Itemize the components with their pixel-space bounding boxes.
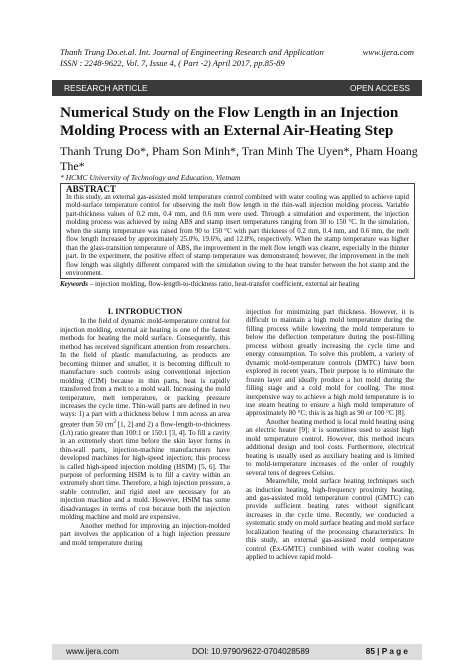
abstract-heading: ABSTRACT [66, 184, 117, 194]
intro-paragraph-2: Another method for improving an injection-molded part involves the application of a high injection pressure and mold temperature during [60, 521, 230, 547]
keywords-line [60, 280, 415, 288]
footer-doi[interactable]: DOI: 10.9790/9622-0704028589 [192, 647, 310, 656]
right-column [246, 308, 414, 562]
article-type-banner [52, 80, 422, 96]
right-paragraph-1: injection for minimizing part thickness. However, it is difficult to maintain a high mold temperature during the filling process while lowering the mold temperature to below the deflection temperature during the post-filling process without greatly increasing the cycle time and energy consumption. To solve this problem, a variety of dynamic mold-temperature controls (DMTC) have been explored in recent years. Their purpose is to eliminate the frozen layer and ideally produce a hot mold during the filling stage and a cold mold for cooling. The most inexpensive way to achieve a high mold temperature is to use steam heating to ensure a high mold temperature of approximately 80 °C; this is as high as 90 or 100 °C [8]. [246, 308, 414, 418]
right-paragraph-3: Meanwhile, mold surface heating techniques such as induction heating, high-frequency proximity heating, and gas-assisted mold temperature control (GMTC) can provide sufficient heating rates without significant increases in the cycle time. Recently, we conducted a systematic study on mold surface heating and mold surface localization heating of the processing characteristics. In this study, an external gas-assisted mold temperature control (Ex-GMTC) combined with water cooling was applied to achieve rapid mold- [246, 477, 414, 562]
affiliation: * HCMC University of Technology and Education, Vietnam [60, 173, 241, 182]
issn-line: ISSN : 2248-9622, Vol. 7, Issue 4, ( Part -2) April 2017, pp.85-89 [60, 58, 285, 68]
footer-website[interactable]: www.ijera.com [66, 647, 119, 656]
author-list: Thanh Trung Do*, Pham Son Minh*, Tran Minh The Uyen*, Pham Hoang The* [60, 144, 418, 173]
section-heading-introduction: I. INTRODUCTION [107, 307, 183, 316]
intro-text-part-a: In the field of dynamic mold-temperature control for injection molding, external air heating is one of the fastest methods for heating the mold surface. Consequently, this method has received significant attention from researchers. In the field of plastic manufacturing, as products are becoming thinner and smaller, it is becoming difficult to manufacture such controls using conventional injection molding (CIM) because in thin parts, heat is rapidly transferred from a melt to a mold wall. Increasing the mold temperature, melt temperature, or packing pressure increases the cycle time. Thin-wall parts are defined in two ways: 1) a part with a thickness below 1 mm across an area greater than 50 cm [60, 317, 230, 429]
abstract-box [60, 183, 415, 279]
superscript: 2 [113, 419, 116, 425]
left-column [60, 308, 230, 547]
intro-paragraph-1 [60, 317, 230, 521]
open-access-label: OPEN ACCESS [349, 83, 410, 93]
header-website[interactable]: www.ijera.com [362, 47, 414, 57]
research-article-label: RESEARCH ARTICLE [64, 83, 148, 93]
abstract-text: In this study, an external gas-assisted mold temperature control combined with water cooling was applied to achieve rapid mold-surface temperature control for observing the melt flow length in the thin-wall injection molding process. Variable part-thickness values of 0.2 mm, 0.4 mm, and 0.6 mm were used. Through a simulation and experiment, the injection molding process was achieved by using ABS and stamp insert temperatures ranging from 30 to 150 °C. In the simulation, when the stamp temperature was raised from 90 to 150 °C with part thickness of 0.2 mm, 0.4 mm, and 0.6 mm, the melt flow length increased by approximately 25.0%, 19.6%, and 12.8%, respectively. When the stamp temperature was higher than the glass-transition temperature of ABS, the improvement in the melt flow length was clearer, especially in the thinner part. In the experiment, the positive effect of stamp temperature was demonstrated; however, the improvement in the melt flow length was slightly different compared with the simulation owing to the heat transfer between the hot stamp and the environment. [66, 194, 409, 278]
intro-text-part-b: [1, 2] and 2) a flow-length-to-thickness (L/t) ratio greater than 100:1 or 150:1 [3, 4]. To fill a cavity in an extremely short time before the skin layer forms in thin-wall parts, injection-machine manufacturers have developed machines for high-speed injection; this process is called high-speed injection molding (HSIM) [5, 6]. The purpose of performing HSIM is to fill a cavity within an extremely short time. Therefore, a high injection pressure, a stable controller, and rigid steel are necessary for an injection machine and a mold. However, HSIM has some disadvantages in terms of cost because both the injection molding machine and mold are expensive. [60, 420, 231, 522]
footer-page-number: 85 | P a g e [365, 647, 408, 656]
paper-title: Numerical Study on the Flow Length in an Injection Molding Process with an External Air-Heating Step [60, 104, 399, 139]
keywords-label: Keywords [60, 280, 88, 288]
keywords-text: – injection molding, flow-length-to-thickness ratio, heat-transfer coefficient, external air heating [88, 280, 360, 288]
journal-citation: Thanh Trung Do.et.al. Int. Journal of Engineering Research and Application [60, 47, 324, 57]
right-paragraph-2: Another heating method is local mold heating using an electric heater [9]; it is sometimes used to assist high mold temperature control. However, this method incurs additional design and tool costs. Furthermore, electrical heating is usually used as auxiliary heating and is limited to mold-temperature increases of the order of roughly several tens of degrees Celsius. [246, 417, 414, 477]
page-footer [52, 644, 422, 660]
